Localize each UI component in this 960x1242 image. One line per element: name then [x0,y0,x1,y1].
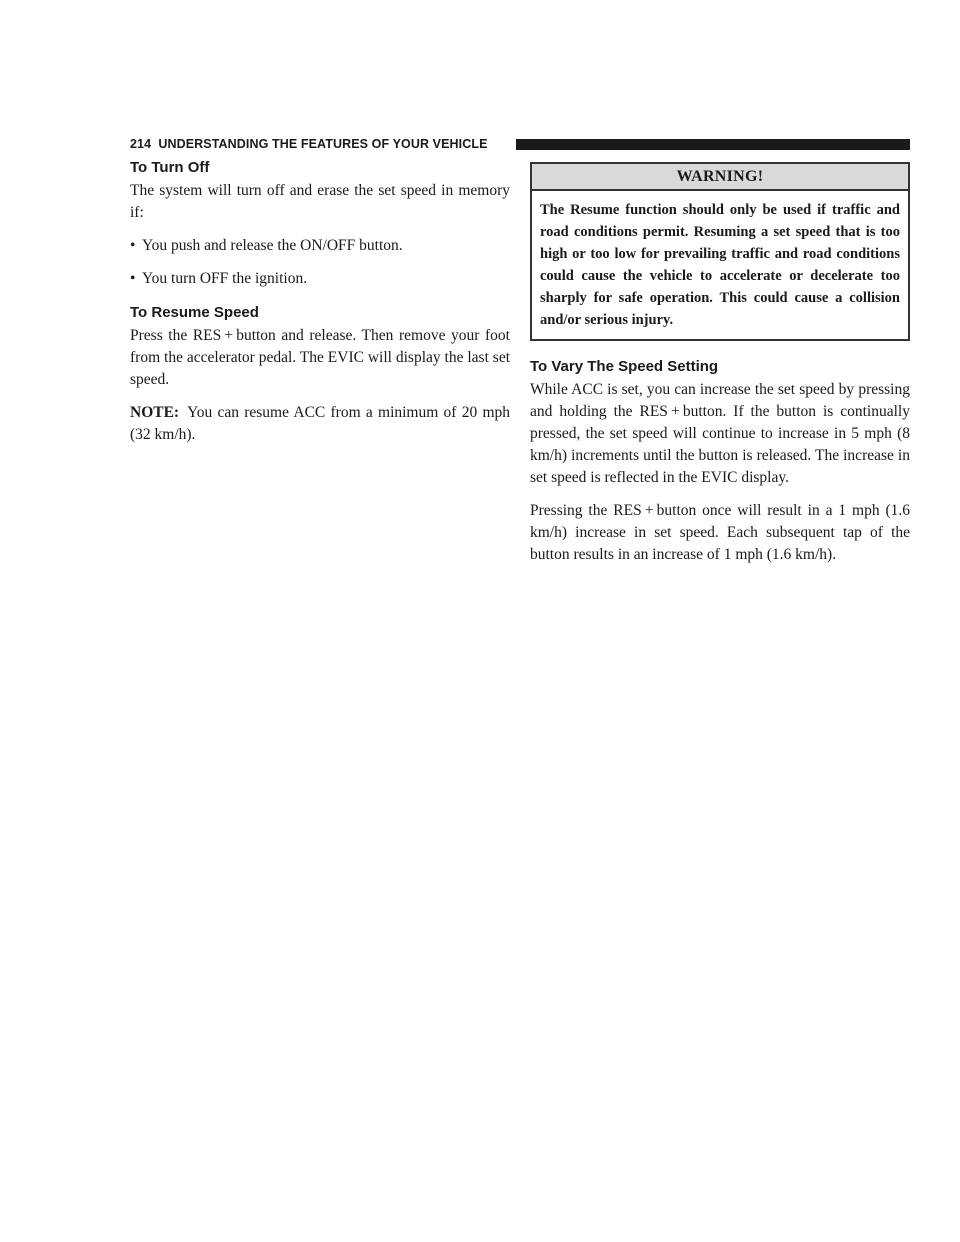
note-text: You can resume ACC from a minimum of 20 mph (32 km/h). [130,404,510,443]
page-number: 214 [130,137,152,151]
page-header [130,136,910,153]
resume-body: Press the RES + button and release. Then remove your foot from the accelerator pedal. The EVIC will display the last set speed. [130,327,510,388]
warning-body [532,191,908,339]
heading-turn-off: To Turn Off [130,159,210,176]
note-label: NOTE: [130,404,180,421]
bullet-text: You turn OFF the ignition. [142,270,308,287]
vary-paragraph-1: While ACC is set, you can increase the set speed by pressing and holding the RES + button. If the button is continually pressed, the set speed will continue to increase in 5 mph (8 km/h) increments until the button is released. The increase in set speed is reflected in the EVIC display. [530,381,910,486]
bullet-icon: • [130,270,136,287]
left-column [130,158,510,457]
header-text [130,136,488,153]
header-title: UNDERSTANDING THE FEATURES OF YOUR VEHICLE [158,137,488,151]
warning-text: The Resume function should only be used if traffic and road conditions permit. Resuming a set speed that is too high or too low for prevailing traffic and road conditions could cause the vehicle to accelerate or decelerate too sharply for safe operation. This could cause a collision and/or serious injury. [540,202,900,328]
header-rule [516,139,910,150]
turn-off-intro: The system will turn off and erase the set speed in memory if: [130,182,510,221]
bullet-icon: • [130,237,136,254]
bullet-item [130,235,510,257]
warning-title: WARNING! [532,164,908,191]
right-column [530,158,910,577]
section-turn-off [130,158,510,290]
resume-note [130,402,510,446]
vary-paragraph-2: Pressing the RES + button once will result in a 1 mph (1.6 km/h) increase in set speed. Each subsequent tap of the button results in an increase of 1 mph (1.6 km/h). [530,502,910,563]
heading-vary-speed: To Vary The Speed Setting [530,358,719,375]
bullet-text: You push and release the ON/OFF button. [142,237,403,254]
section-vary-speed [530,357,910,566]
heading-resume-speed: To Resume Speed [130,304,259,321]
section-resume-speed [130,303,510,446]
bullet-item [130,268,510,290]
warning-box [530,162,910,341]
